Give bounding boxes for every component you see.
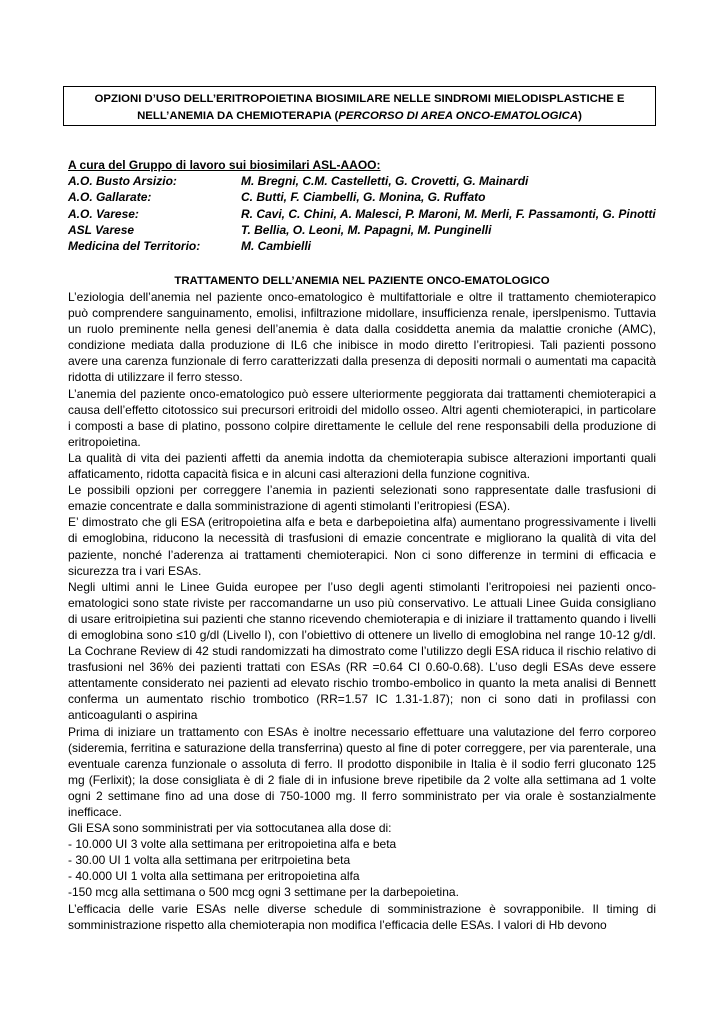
paragraph: L’anemia del paziente onco-ematologico può essere ulteriormente peggiorata dai trattamenti chemioterapici a causa dell’effetto citotossico sui precursori eritroidi del midollo osseo. Altri agenti chemioterapici, in particolare i composti a base di platino, possono colpire direttamente le cellule del rene responsabili della produzione di eritropoietina. [68, 386, 656, 449]
author-org: A.O. Varese: [68, 206, 139, 221]
author-row [68, 206, 656, 222]
document-title-line2-end: ) [578, 110, 582, 122]
author-names: R. Cavi, C. Chini, A. Malesci, P. Maroni, M. Merli, F. Passamonti, G. Pinotti [241, 206, 656, 221]
paragraph: E’ dimostrato che gli ESA (eritropoietina alfa e beta e darbepoietina alfa) aumentano progressivamente i livelli di emoglobina, riducono la necessità di trasfusioni di emazie concentrate e migliorano la qualità di vita del paziente, nonché l’aderenza ai trattamenti chemioterapici. Non ci sono differenze in termini di efficacia e sicurezza tra i vari ESAs. [68, 515, 656, 578]
section-title: TRATTAMENTO DELL’ANEMIA NEL PAZIENTE ONCO-EMATOLOGICO [174, 275, 550, 287]
author-row [68, 238, 656, 254]
body-text [68, 289, 656, 933]
document-title-box [63, 86, 656, 126]
paragraph: Le possibili opzioni per correggere l’anemia in pazienti selezionati sono rappresentate dalle trasfusioni di emazie concentrate e dalla somministrazione di agenti stimolanti l’eritropiesi (ESA). [68, 483, 656, 514]
author-names: T. Bellia, O. Leoni, M. Papagni, M. Punginelli [241, 222, 492, 237]
paragraph: Prima di iniziare un trattamento con ESAs è inoltre necessario effettuare una valutazione del ferro corporeo (sideremia, ferritina e saturazione della transferrina) questo al fine di poter correggere, per via parenterale, una eventuale carenza funzionale o assoluta di ferro. Il prodotto disponibile in Italia è il sodio ferri gluconato 125 mg (Ferlixit); la dose consigliata è di 2 fiale di in infusione breve ripetibile da 2 volte alla settimana ad 1 volte ogni 2 settimane fino ad una dose di 750-1000 mg. Il ferro somministrato per via orale è sostanzialmente inefficace. [68, 724, 656, 819]
author-org: Medicina del Territorio: [68, 239, 201, 254]
paragraph: Negli ultimi anni le Linee Guida europee per l’uso degli agenti stimolanti l’eritropoiesi nei pazienti onco-ematologici sono state riviste per raccomandarne un uso più conservativo. Le attuali Linee Guida consigliano di usare eritroipietina sui pazienti che stanno ricevendo chemioterapia e di iniziare il trattamento quando i livelli di emoglobina sono ≤10 g/dl (Livello I), con l’obiettivo di ottenere un livello di emoglobina nel range 10-12 g/dl. La Cochrane Review di 42 studi randomizzati ha dimostrato come l’utilizzo degli ESA riduca il rischio relativo di trasfusioni nel 36% dei pazienti trattati con ESAs (RR =0.64 CI 0.60-0.68). L’uso degli ESAs deve essere attentamente considerato nei pazienti ad elevato rischio trombo-embolico in quanto la meta analisi di Bennett conferma un aumentato rischio trombotico (RR=1.57 IC 1.31-1.87); non ci sono dati in profilassi con anticoagulanti o aspirina [68, 579, 656, 723]
paragraph: La qualità di vita dei pazienti affetti da anemia indotta da chemioterapia subisce alterazioni importanti quali affaticamento, ridotta capacità fisica e in alcuni casi alterazioni della funzione cognitiva. [68, 450, 656, 482]
document-title-line2-main: NELL’ANEMIA DA CHEMIOTERAPIA ( [137, 110, 339, 122]
dose-list-item: - 10.000 UI 3 volte alla settimana per eritropoietina alfa e beta [68, 837, 397, 852]
author-row [68, 189, 656, 205]
author-names: M. Bregni, C.M. Castelletti, G. Crovetti, G. Mainardi [241, 174, 529, 189]
dose-list-item: -150 mcg alla settimana o 500 mcg ogni 3 settimane per la darbepoietina. [68, 885, 459, 900]
author-org: ASL Varese [68, 222, 135, 237]
author-names: M. Cambielli [241, 239, 312, 254]
document-title-line2-italic: PERCORSO DI AREA ONCO-EMATOLOGICA [338, 110, 579, 122]
authors-section [68, 157, 656, 254]
dose-list-item: - 30.00 UI 1 volta alla settimana per eritrpoietina beta [68, 853, 351, 868]
dose-list-item: - 40.000 UI 1 volta alla settimana per eritropoietina alfa [68, 869, 360, 884]
document-title-line1: OPZIONI D’USO DELL’ERITROPOIETINA BIOSIMILARE NELLE SINDROMI MIELODISPLASTICHE E [94, 93, 625, 105]
paragraph: L’efficacia delle varie ESAs nelle diverse schedule di somministrazione è sovrapponibile. Il timing di somministrazione rispetto alla chemioterapia non modifica l’efficacia delle ESAs. I valori di Hb devono [68, 901, 656, 932]
author-org: A.O. Busto Arsizio: [68, 174, 177, 189]
author-names: C. Butti, F. Ciambelli, G. Monina, G. Ruffato [241, 190, 486, 205]
document-title-line2 [64, 108, 655, 125]
paragraph: Gli ESA sono somministrati per via sottocutanea alla dose di: [68, 821, 392, 836]
author-org: A.O. Gallarate: [68, 190, 152, 205]
authors-heading: A cura del Gruppo di lavoro sui biosimilari ASL-AAOO: [68, 158, 381, 172]
author-row [68, 173, 656, 189]
author-row [68, 222, 656, 238]
paragraph: L’eziologia dell’anemia nel paziente onco-ematologico è multifattoriale e oltre il trattamento chemioterapico può comprendere sanguinamento, emolisi, infiltrazione midollare, insufficienza renale, iperslpenismo. Tuttavia un ruolo preminente nella genesi dell’anemia è data dalla cosiddetta anemia da malattie croniche (AMC), condizione mediata dalla produzione di IL6 che inibisce in modo diretto l’eritropiesi. Tali pazienti possono avere una carenza funzionale di ferro caratterizzati dalla presenza di depositi normali o aumentati ma capacità ridotta di utilizzare il ferro stesso. [68, 290, 656, 385]
